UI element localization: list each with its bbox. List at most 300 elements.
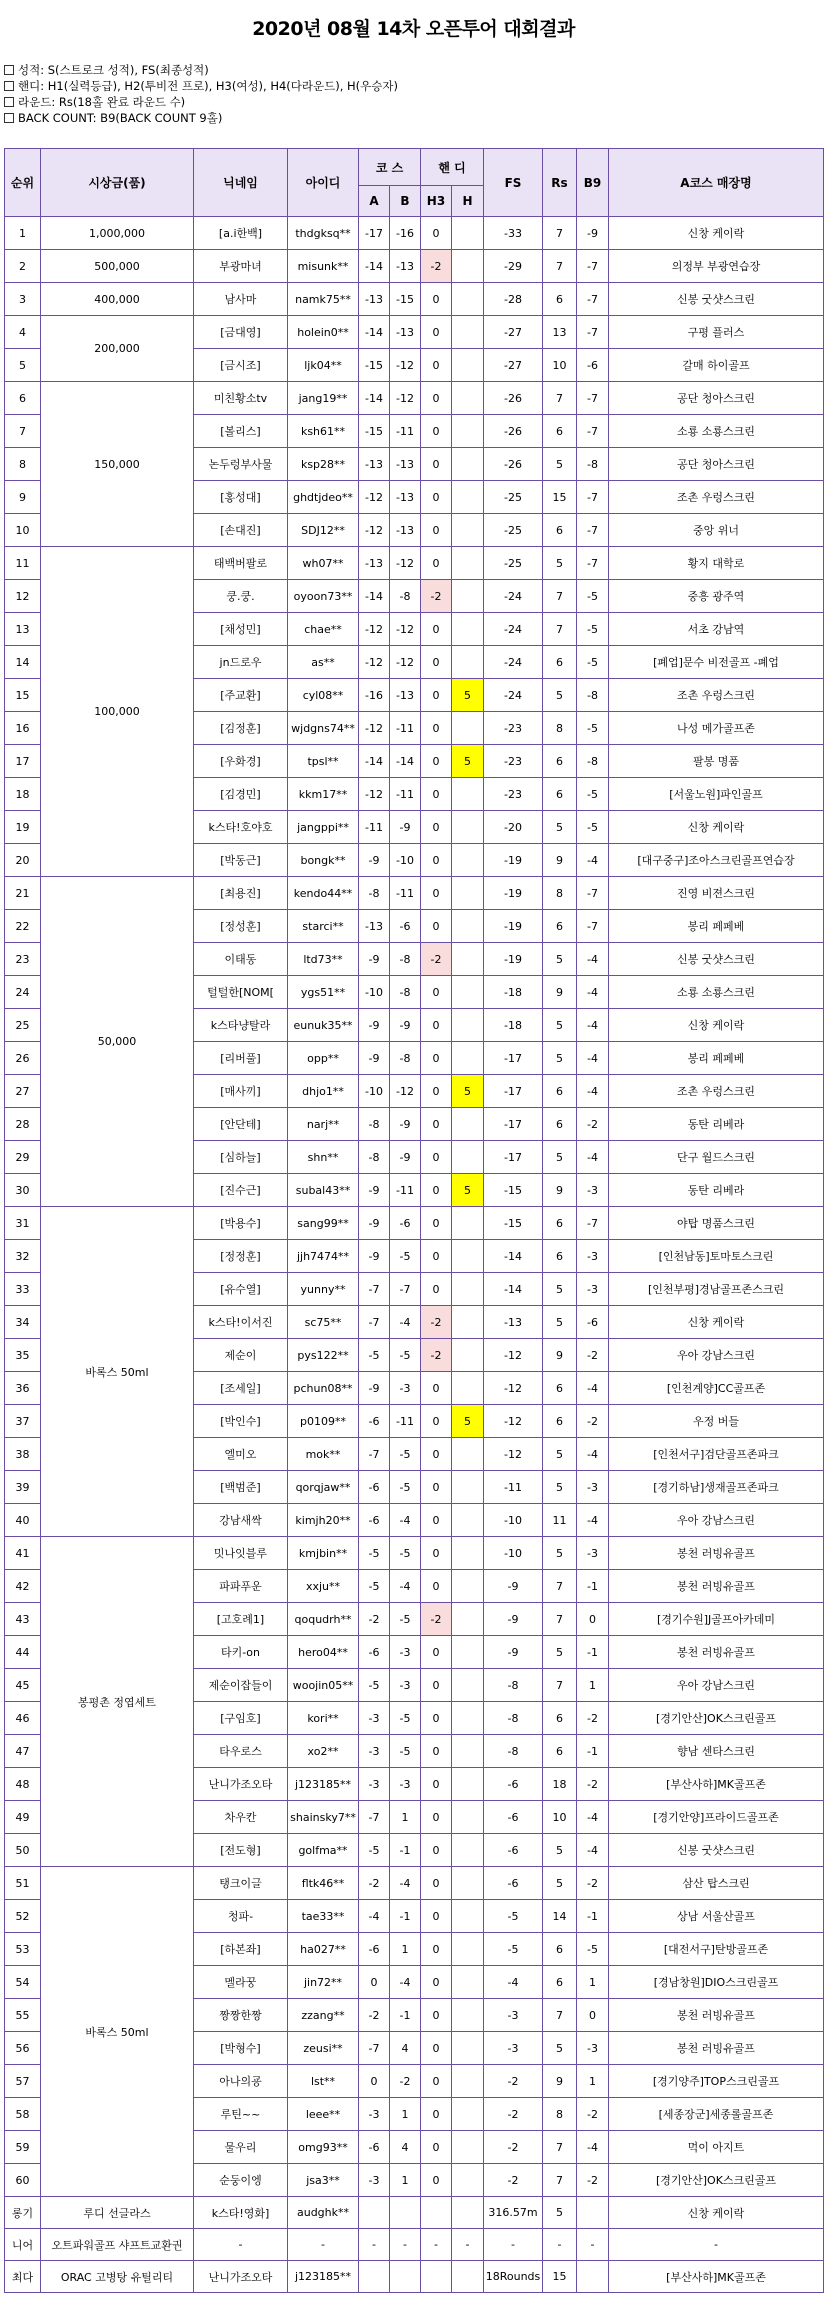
handicap-h-cell (452, 712, 484, 745)
prize-cell: 200,000 (41, 316, 194, 382)
course-b-cell: -16 (390, 217, 421, 250)
rank-cell: 47 (5, 1735, 41, 1768)
b9-cell: -7 (577, 316, 609, 349)
course-b-cell (390, 2261, 421, 2293)
course-a-cell (359, 2197, 390, 2229)
store-cell: 단구 월드스크린 (609, 1141, 824, 1174)
b9-cell: 1 (577, 1669, 609, 1702)
course-a-cell: 0 (359, 2065, 390, 2098)
b9-cell: -7 (577, 283, 609, 316)
course-b-cell: -5 (390, 1603, 421, 1636)
course-b-cell (390, 2197, 421, 2229)
fs-cell: -6 (484, 1867, 543, 1900)
rs-cell: 8 (543, 877, 577, 910)
course-a-cell: -9 (359, 1207, 390, 1240)
fs-cell: -6 (484, 1834, 543, 1867)
rank-cell: 28 (5, 1108, 41, 1141)
store-cell: 향남 센타스크린 (609, 1735, 824, 1768)
b9-cell (577, 2197, 609, 2229)
course-b-cell: -4 (390, 1966, 421, 1999)
course-b-cell: -3 (390, 1669, 421, 1702)
store-cell: 조촌 우렁스크린 (609, 1075, 824, 1108)
b9-cell: -4 (577, 2131, 609, 2164)
handicap-h3-cell: -2 (421, 1339, 452, 1372)
course-b-cell: -8 (390, 580, 421, 613)
course-a-cell: -3 (359, 1735, 390, 1768)
course-a-cell: -16 (359, 679, 390, 712)
id-cell: jang19** (288, 382, 359, 415)
store-cell: - (609, 2229, 824, 2261)
nickname-cell: [리버풀] (194, 1042, 288, 1075)
fs-cell: -10 (484, 1537, 543, 1570)
store-cell: 신창 케이락 (609, 217, 824, 250)
course-a-cell: -9 (359, 1240, 390, 1273)
prize-cell: 50,000 (41, 877, 194, 1207)
prize-cell: 150,000 (41, 382, 194, 547)
id-cell: starci** (288, 910, 359, 943)
course-a-cell: -6 (359, 1636, 390, 1669)
course-b-cell: -5 (390, 1240, 421, 1273)
b9-cell: -4 (577, 1075, 609, 1108)
rs-cell: 6 (543, 1075, 577, 1108)
fs-cell: -29 (484, 250, 543, 283)
id-cell: yunny** (288, 1273, 359, 1306)
rank-cell: 30 (5, 1174, 41, 1207)
store-cell: 먹이 아지트 (609, 2131, 824, 2164)
rs-cell: 9 (543, 2065, 577, 2098)
course-a-cell: -12 (359, 778, 390, 811)
course-b-cell: -12 (390, 349, 421, 382)
store-cell: [부산사하]MK골프존 (609, 1768, 824, 1801)
handicap-h3-cell: 0 (421, 514, 452, 547)
handicap-h3-cell: 0 (421, 1768, 452, 1801)
b9-cell: -7 (577, 382, 609, 415)
header-fs: FS (484, 149, 543, 217)
rank-cell: 54 (5, 1966, 41, 1999)
course-b-cell: -3 (390, 1768, 421, 1801)
fs-cell: -17 (484, 1042, 543, 1075)
course-a-cell: -14 (359, 745, 390, 778)
handicap-h-cell (452, 943, 484, 976)
fs-cell: -8 (484, 1735, 543, 1768)
b9-cell: -1 (577, 1636, 609, 1669)
fs-cell: - (484, 2229, 543, 2261)
handicap-h-cell (452, 2131, 484, 2164)
nickname-cell: jn드로우 (194, 646, 288, 679)
nickname-cell: [손대진] (194, 514, 288, 547)
handicap-h-cell (452, 283, 484, 316)
rank-cell: 17 (5, 745, 41, 778)
legend-notes (4, 62, 398, 126)
id-cell: p0109** (288, 1405, 359, 1438)
handicap-h3-cell: 0 (421, 910, 452, 943)
prize-cell: 1,000,000 (41, 217, 194, 250)
rank-cell: 2 (5, 250, 41, 283)
handicap-h3-cell: 0 (421, 778, 452, 811)
rs-cell: 5 (543, 448, 577, 481)
nickname-cell: [백범준] (194, 1471, 288, 1504)
fs-cell: -17 (484, 1108, 543, 1141)
handicap-h3-cell: 0 (421, 976, 452, 1009)
handicap-h3-cell: -2 (421, 250, 452, 283)
course-a-cell: -10 (359, 1075, 390, 1108)
fs-cell: -24 (484, 580, 543, 613)
b9-cell: -2 (577, 1702, 609, 1735)
store-cell: 공단 청아스크린 (609, 448, 824, 481)
rank-cell: 16 (5, 712, 41, 745)
handicap-h-cell (452, 1339, 484, 1372)
rs-cell: 6 (543, 1735, 577, 1768)
handicap-h3-cell: 0 (421, 877, 452, 910)
store-cell: 봉리 페페베 (609, 910, 824, 943)
handicap-h3-cell: 0 (421, 1735, 452, 1768)
course-a-cell: -6 (359, 1471, 390, 1504)
id-cell: subal43** (288, 1174, 359, 1207)
handicap-h3-cell: -2 (421, 580, 452, 613)
course-b-cell: -3 (390, 1372, 421, 1405)
nickname-cell: [박용수] (194, 1207, 288, 1240)
id-cell: kkm17** (288, 778, 359, 811)
id-cell: lst** (288, 2065, 359, 2098)
id-cell: sang99** (288, 1207, 359, 1240)
course-a-cell: -2 (359, 1603, 390, 1636)
handicap-h3-cell: 0 (421, 1273, 452, 1306)
rank-cell: 31 (5, 1207, 41, 1240)
handicap-h-cell (452, 2197, 484, 2229)
fs-cell: -18 (484, 1009, 543, 1042)
store-cell: 갈매 하이골프 (609, 349, 824, 382)
checkbox-icon (4, 113, 14, 123)
nickname-cell: 짱짱한짱 (194, 1999, 288, 2032)
rs-cell: 7 (543, 1570, 577, 1603)
id-cell: zzang** (288, 1999, 359, 2032)
nickname-cell: [심하늘] (194, 1141, 288, 1174)
id-cell: chae** (288, 613, 359, 646)
fs-cell: -2 (484, 2065, 543, 2098)
rank-cell: 25 (5, 1009, 41, 1042)
handicap-h3-cell: 0 (421, 1372, 452, 1405)
handicap-h3-cell: 0 (421, 1438, 452, 1471)
nickname-cell: [전도형] (194, 1834, 288, 1867)
course-b-cell: 1 (390, 2098, 421, 2131)
b9-cell: -3 (577, 1471, 609, 1504)
rs-cell: 9 (543, 976, 577, 1009)
fs-cell: -5 (484, 1900, 543, 1933)
course-a-cell: -6 (359, 1405, 390, 1438)
course-a-cell: -15 (359, 415, 390, 448)
store-cell: [인천남동]토마토스크린 (609, 1240, 824, 1273)
course-a-cell: -13 (359, 448, 390, 481)
rs-cell: 6 (543, 745, 577, 778)
course-b-cell: 4 (390, 2032, 421, 2065)
b9-cell: -1 (577, 1570, 609, 1603)
rank-cell: 33 (5, 1273, 41, 1306)
rs-cell: 5 (543, 1834, 577, 1867)
course-a-cell: -12 (359, 613, 390, 646)
course-a-cell: -13 (359, 910, 390, 943)
b9-cell: -2 (577, 1108, 609, 1141)
id-cell: kmjbin** (288, 1537, 359, 1570)
rs-cell: 6 (543, 778, 577, 811)
handicap-h3-cell: 0 (421, 1867, 452, 1900)
results-table (4, 148, 824, 2293)
checkbox-icon (4, 81, 14, 91)
handicap-h3-cell: 0 (421, 1669, 452, 1702)
table-row (5, 382, 824, 415)
rs-cell: 11 (543, 1504, 577, 1537)
course-b-cell: -4 (390, 1867, 421, 1900)
b9-cell: 1 (577, 1966, 609, 1999)
rs-cell: 10 (543, 349, 577, 382)
b9-cell: -4 (577, 1141, 609, 1174)
store-cell: 중흥 광주역 (609, 580, 824, 613)
fs-cell: -2 (484, 2098, 543, 2131)
award-label-cell: 롱기 (5, 2197, 41, 2229)
handicap-h3-cell: 0 (421, 811, 452, 844)
note-text: 라운드: Rs(18홀 완료 라운드 수) (18, 95, 186, 109)
rs-cell: 15 (543, 481, 577, 514)
store-cell: [경기수원]J골프아카데미 (609, 1603, 824, 1636)
store-cell: [부산사하]MK골프존 (609, 2261, 824, 2293)
id-cell: tpsl** (288, 745, 359, 778)
handicap-h-cell (452, 1240, 484, 1273)
handicap-h-cell (452, 1273, 484, 1306)
b9-cell: -6 (577, 1306, 609, 1339)
rank-cell: 44 (5, 1636, 41, 1669)
id-cell: wjdgns74** (288, 712, 359, 745)
id-cell: mok** (288, 1438, 359, 1471)
rank-cell: 20 (5, 844, 41, 877)
course-b-cell: -4 (390, 1570, 421, 1603)
course-b-cell: -15 (390, 283, 421, 316)
b9-cell: -7 (577, 1207, 609, 1240)
b9-cell: 0 (577, 1603, 609, 1636)
course-b-cell: -13 (390, 679, 421, 712)
course-a-cell: -7 (359, 1801, 390, 1834)
handicap-h3-cell: 0 (421, 349, 452, 382)
store-cell: [경기안양]프라이드골프존 (609, 1801, 824, 1834)
handicap-h-cell (452, 1372, 484, 1405)
handicap-h3-cell: 0 (421, 1570, 452, 1603)
store-cell: 신창 케이락 (609, 1009, 824, 1042)
rs-cell: 5 (543, 1636, 577, 1669)
course-b-cell: 4 (390, 2131, 421, 2164)
rank-cell: 34 (5, 1306, 41, 1339)
table-row (5, 217, 824, 250)
handicap-h3-cell: 0 (421, 2065, 452, 2098)
id-cell: opp** (288, 1042, 359, 1075)
handicap-h-cell (452, 1042, 484, 1075)
course-a-cell: -6 (359, 2131, 390, 2164)
nickname-cell: 제순이잡들이 (194, 1669, 288, 1702)
fs-cell: -25 (484, 514, 543, 547)
prize-cell: 바록스 50ml (41, 1207, 194, 1537)
b9-cell: -7 (577, 547, 609, 580)
fs-cell: -14 (484, 1273, 543, 1306)
handicap-h-cell (452, 1867, 484, 1900)
course-a-cell: -8 (359, 877, 390, 910)
b9-cell: -7 (577, 250, 609, 283)
fs-cell: -23 (484, 745, 543, 778)
b9-cell: -4 (577, 976, 609, 1009)
id-cell: woojin05** (288, 1669, 359, 1702)
fs-cell: -19 (484, 844, 543, 877)
b9-cell: -7 (577, 910, 609, 943)
id-cell: golfma** (288, 1834, 359, 1867)
handicap-h-cell (452, 1801, 484, 1834)
award-row (5, 2261, 824, 2293)
b9-cell: -4 (577, 1834, 609, 1867)
handicap-h-cell (452, 1636, 484, 1669)
course-a-cell: -12 (359, 514, 390, 547)
nickname-cell: 밋나잇블루 (194, 1537, 288, 1570)
handicap-h-cell (452, 1108, 484, 1141)
nickname-cell: [볼리스] (194, 415, 288, 448)
course-a-cell: -5 (359, 1834, 390, 1867)
fs-cell: -8 (484, 1702, 543, 1735)
handicap-h-cell (452, 481, 484, 514)
course-a-cell: -13 (359, 547, 390, 580)
rs-cell: 7 (543, 217, 577, 250)
course-b-cell: -13 (390, 316, 421, 349)
fs-cell: -19 (484, 877, 543, 910)
rank-cell: 5 (5, 349, 41, 382)
course-b-cell: -10 (390, 844, 421, 877)
rank-cell: 52 (5, 1900, 41, 1933)
handicap-h3-cell: 0 (421, 415, 452, 448)
nickname-cell: 탱크이글 (194, 1867, 288, 1900)
handicap-h-cell (452, 1933, 484, 1966)
id-cell: ksh61** (288, 415, 359, 448)
course-b-cell: 1 (390, 1933, 421, 1966)
id-cell: narj** (288, 1108, 359, 1141)
handicap-h3-cell: 0 (421, 1933, 452, 1966)
fs-cell: -27 (484, 349, 543, 382)
store-cell: 신봉 굿샷스크린 (609, 1834, 824, 1867)
id-cell: j123185** (288, 2261, 359, 2293)
rank-cell: 6 (5, 382, 41, 415)
handicap-h3-cell: 0 (421, 1537, 452, 1570)
course-b-cell: -14 (390, 745, 421, 778)
b9-cell: -5 (577, 646, 609, 679)
store-cell: 봉리 페페베 (609, 1042, 824, 1075)
id-cell: zeusi** (288, 2032, 359, 2065)
rs-cell: 5 (543, 1471, 577, 1504)
store-cell: [대구중구]조아스크린골프연습장 (609, 844, 824, 877)
id-cell: leee** (288, 2098, 359, 2131)
rs-cell: 5 (543, 1867, 577, 1900)
id-cell: jjh7474** (288, 1240, 359, 1273)
id-cell: tae33** (288, 1900, 359, 1933)
rs-cell: 6 (543, 1108, 577, 1141)
b9-cell: -4 (577, 1372, 609, 1405)
fs-cell: -24 (484, 679, 543, 712)
handicap-h3-cell: 0 (421, 481, 452, 514)
course-b-cell: -2 (390, 2065, 421, 2098)
handicap-h-cell: - (452, 2229, 484, 2261)
handicap-h-cell (452, 1537, 484, 1570)
course-b-cell: -4 (390, 1306, 421, 1339)
rank-cell: 19 (5, 811, 41, 844)
rs-cell: 15 (543, 2261, 577, 2293)
id-cell: j123185** (288, 1768, 359, 1801)
id-cell: shainsky7** (288, 1801, 359, 1834)
rank-cell: 7 (5, 415, 41, 448)
id-cell: pys122** (288, 1339, 359, 1372)
rank-cell: 23 (5, 943, 41, 976)
fs-cell: -23 (484, 712, 543, 745)
rank-cell: 11 (5, 547, 41, 580)
b9-cell: -2 (577, 1867, 609, 1900)
handicap-h3-cell: 0 (421, 1966, 452, 1999)
store-cell: 신창 케이락 (609, 1306, 824, 1339)
nickname-cell: [진수근] (194, 1174, 288, 1207)
id-cell: eunuk35** (288, 1009, 359, 1042)
nickname-cell: 난니가조오타 (194, 2261, 288, 2293)
nickname-cell: - (194, 2229, 288, 2261)
checkbox-icon (4, 97, 14, 107)
id-cell: pchun08** (288, 1372, 359, 1405)
handicap-h-cell (452, 646, 484, 679)
handicap-h3-cell: 0 (421, 646, 452, 679)
course-b-cell: -5 (390, 1339, 421, 1372)
id-cell: thdgksq** (288, 217, 359, 250)
rs-cell: 5 (543, 1306, 577, 1339)
fs-cell: -3 (484, 1999, 543, 2032)
fs-cell: -19 (484, 943, 543, 976)
course-b-cell: -11 (390, 778, 421, 811)
id-cell: ghdtjdeo** (288, 481, 359, 514)
rank-cell: 9 (5, 481, 41, 514)
rank-cell: 29 (5, 1141, 41, 1174)
nickname-cell: [안단테] (194, 1108, 288, 1141)
b9-cell: -2 (577, 1339, 609, 1372)
header-b: B (390, 186, 421, 217)
store-cell: 동탄 리베라 (609, 1174, 824, 1207)
table-row (5, 547, 824, 580)
rs-cell: 5 (543, 2032, 577, 2065)
rank-cell: 22 (5, 910, 41, 943)
b9-cell: -6 (577, 349, 609, 382)
handicap-h-cell (452, 1900, 484, 1933)
prize-cell: 바록스 50ml (41, 1867, 194, 2197)
nickname-cell: [박형수] (194, 2032, 288, 2065)
b9-cell: -3 (577, 1240, 609, 1273)
course-b-cell: -5 (390, 1702, 421, 1735)
b9-cell: -7 (577, 877, 609, 910)
handicap-h3-cell: 0 (421, 2032, 452, 2065)
fs-cell: -13 (484, 1306, 543, 1339)
b9-cell: -3 (577, 1537, 609, 1570)
nickname-cell: 남사마 (194, 283, 288, 316)
fs-cell: -26 (484, 382, 543, 415)
handicap-h3-cell: 0 (421, 745, 452, 778)
id-cell: hero04** (288, 1636, 359, 1669)
award-row (5, 2197, 824, 2229)
fs-cell: -27 (484, 316, 543, 349)
handicap-h-cell (452, 2032, 484, 2065)
b9-cell: -8 (577, 679, 609, 712)
handicap-h-cell (452, 514, 484, 547)
store-cell: 우아 강남스크린 (609, 1669, 824, 1702)
rank-cell: 35 (5, 1339, 41, 1372)
course-a-cell: -8 (359, 1141, 390, 1174)
store-cell: [경기하남]생재골프존파크 (609, 1471, 824, 1504)
handicap-h-cell (452, 1999, 484, 2032)
store-cell: 팔봉 명품 (609, 745, 824, 778)
nickname-cell: 파파푸운 (194, 1570, 288, 1603)
handicap-h-cell (452, 1735, 484, 1768)
